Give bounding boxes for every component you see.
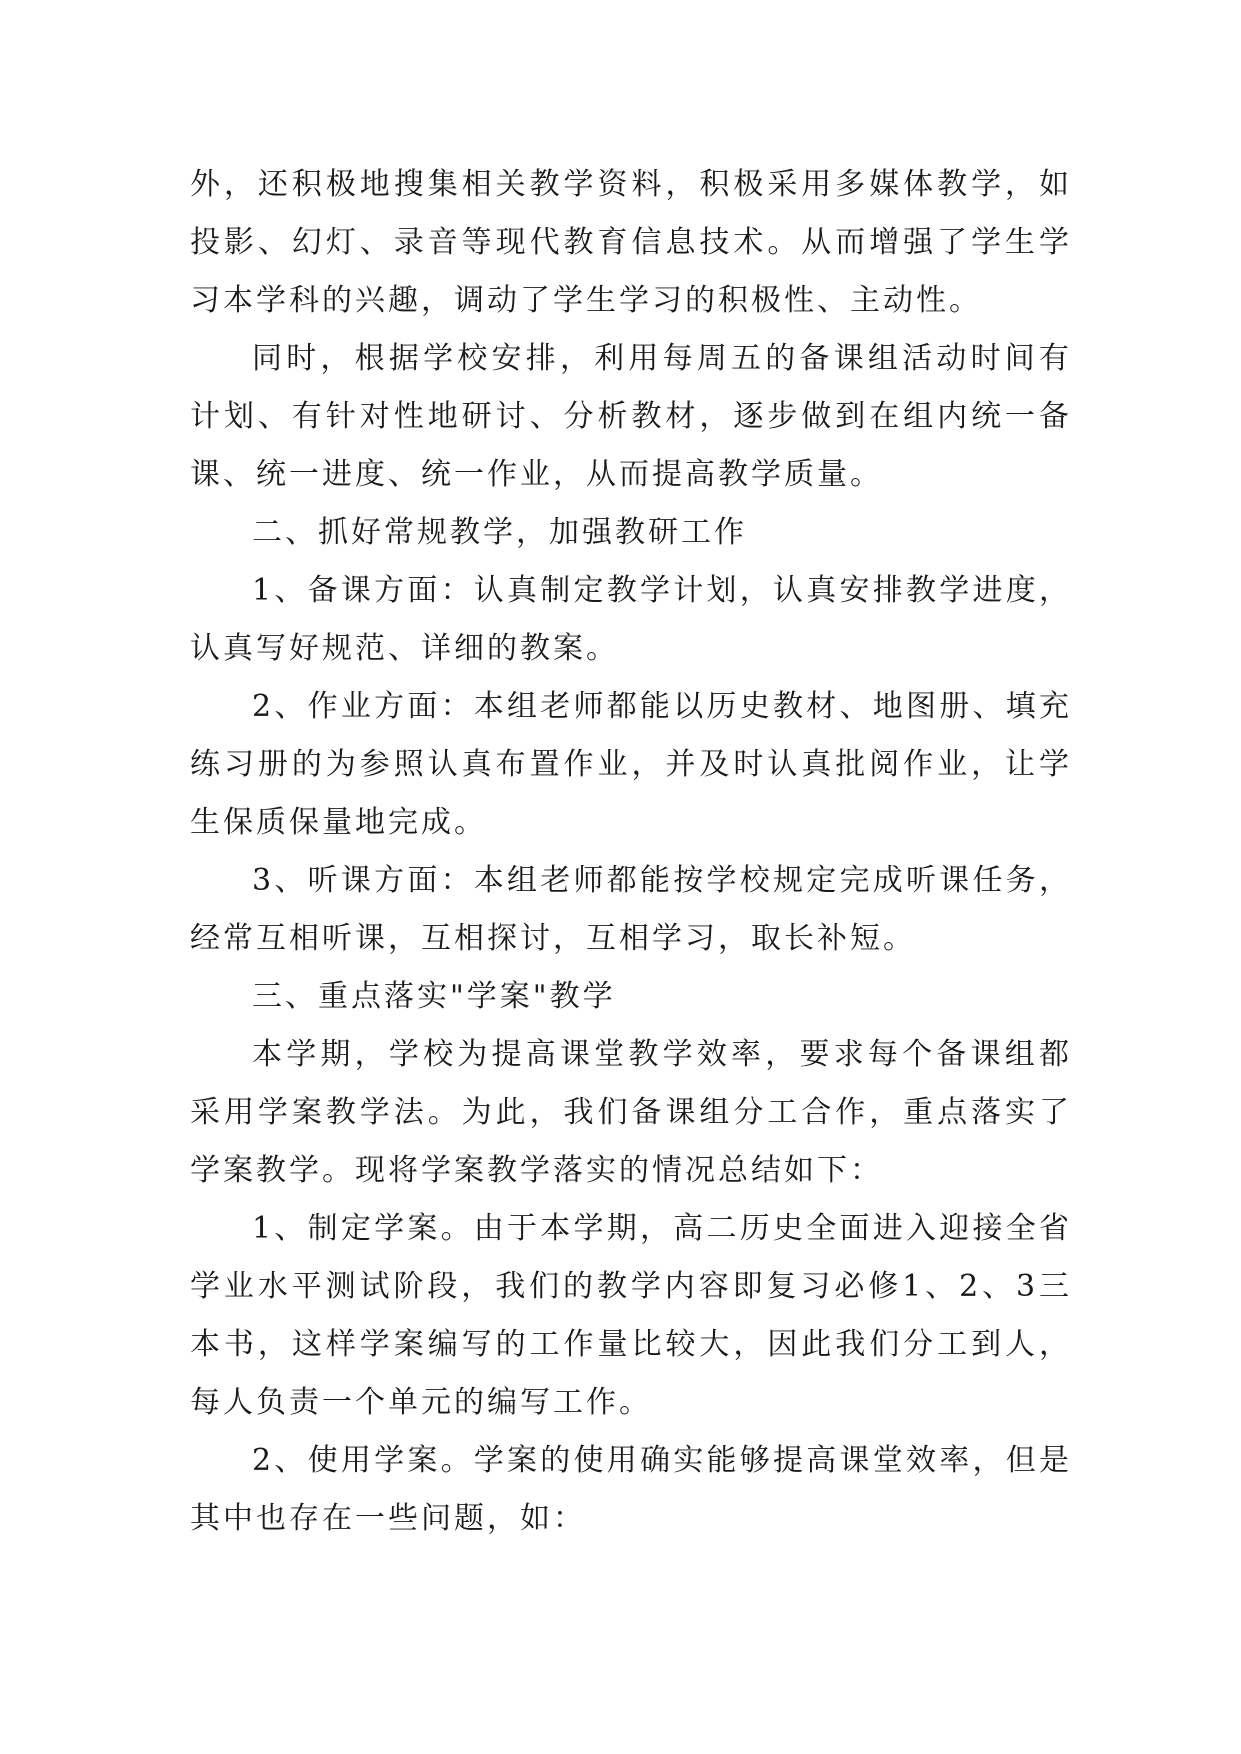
section-heading-3: 三、重点落实"学案"教学 <box>252 979 616 1014</box>
document-body <box>190 156 1072 1548</box>
paragraph-lesson-prep: 1、备课方面：认真制定教学计划，认真安排教学进度，认真写好规范、详细的教案。 <box>190 573 1072 666</box>
paragraph-learning-plan-intro: 本学期，学校为提高课堂教学效率，要求每个备课组都采用学案教学法。为此，我们备课组分工合作，重点落实了学案教学。现将学案教学落实的情况总结如下： <box>190 1037 1072 1188</box>
paragraph-use-learning-plan: 2、使用学案。学案的使用确实能够提高课堂效率，但是其中也存在一些问题，如： <box>190 1443 1072 1536</box>
paragraph-lesson-observation: 3、听课方面：本组老师都能按学校规定完成听课任务，经常互相听课，互相探讨，互相学习，取长补短。 <box>190 863 1072 956</box>
paragraph-make-learning-plan: 1、制定学案。由于本学期，高二历史全面进入迎接全省学业水平测试阶段，我们的教学内容即复习必修1、2、3三本书，这样学案编写的工作量比较大，因此我们分工到人，每人负责一个单元的编写工作。 <box>190 1211 1072 1420</box>
paragraph-continuation: 外，还积极地搜集相关教学资料，积极采用多媒体教学，如投影、幻灯、录音等现代教育信息技术。从而增强了学生学习本学科的兴趣，调动了学生学习的积极性、主动性。 <box>190 167 1072 318</box>
paragraph-preparation-group: 同时，根据学校安排，利用每周五的备课组活动时间有计划、有针对性地研讨、分析教材，逐步做到在组内统一备课、统一进度、统一作业，从而提高教学质量。 <box>190 341 1072 492</box>
paragraph-homework: 2、作业方面：本组老师都能以历史教材、地图册、填充练习册的为参照认真布置作业，并及时认真批阅作业，让学生保质保量地完成。 <box>190 689 1072 840</box>
section-heading-2: 二、抓好常规教学，加强教研工作 <box>252 515 747 550</box>
